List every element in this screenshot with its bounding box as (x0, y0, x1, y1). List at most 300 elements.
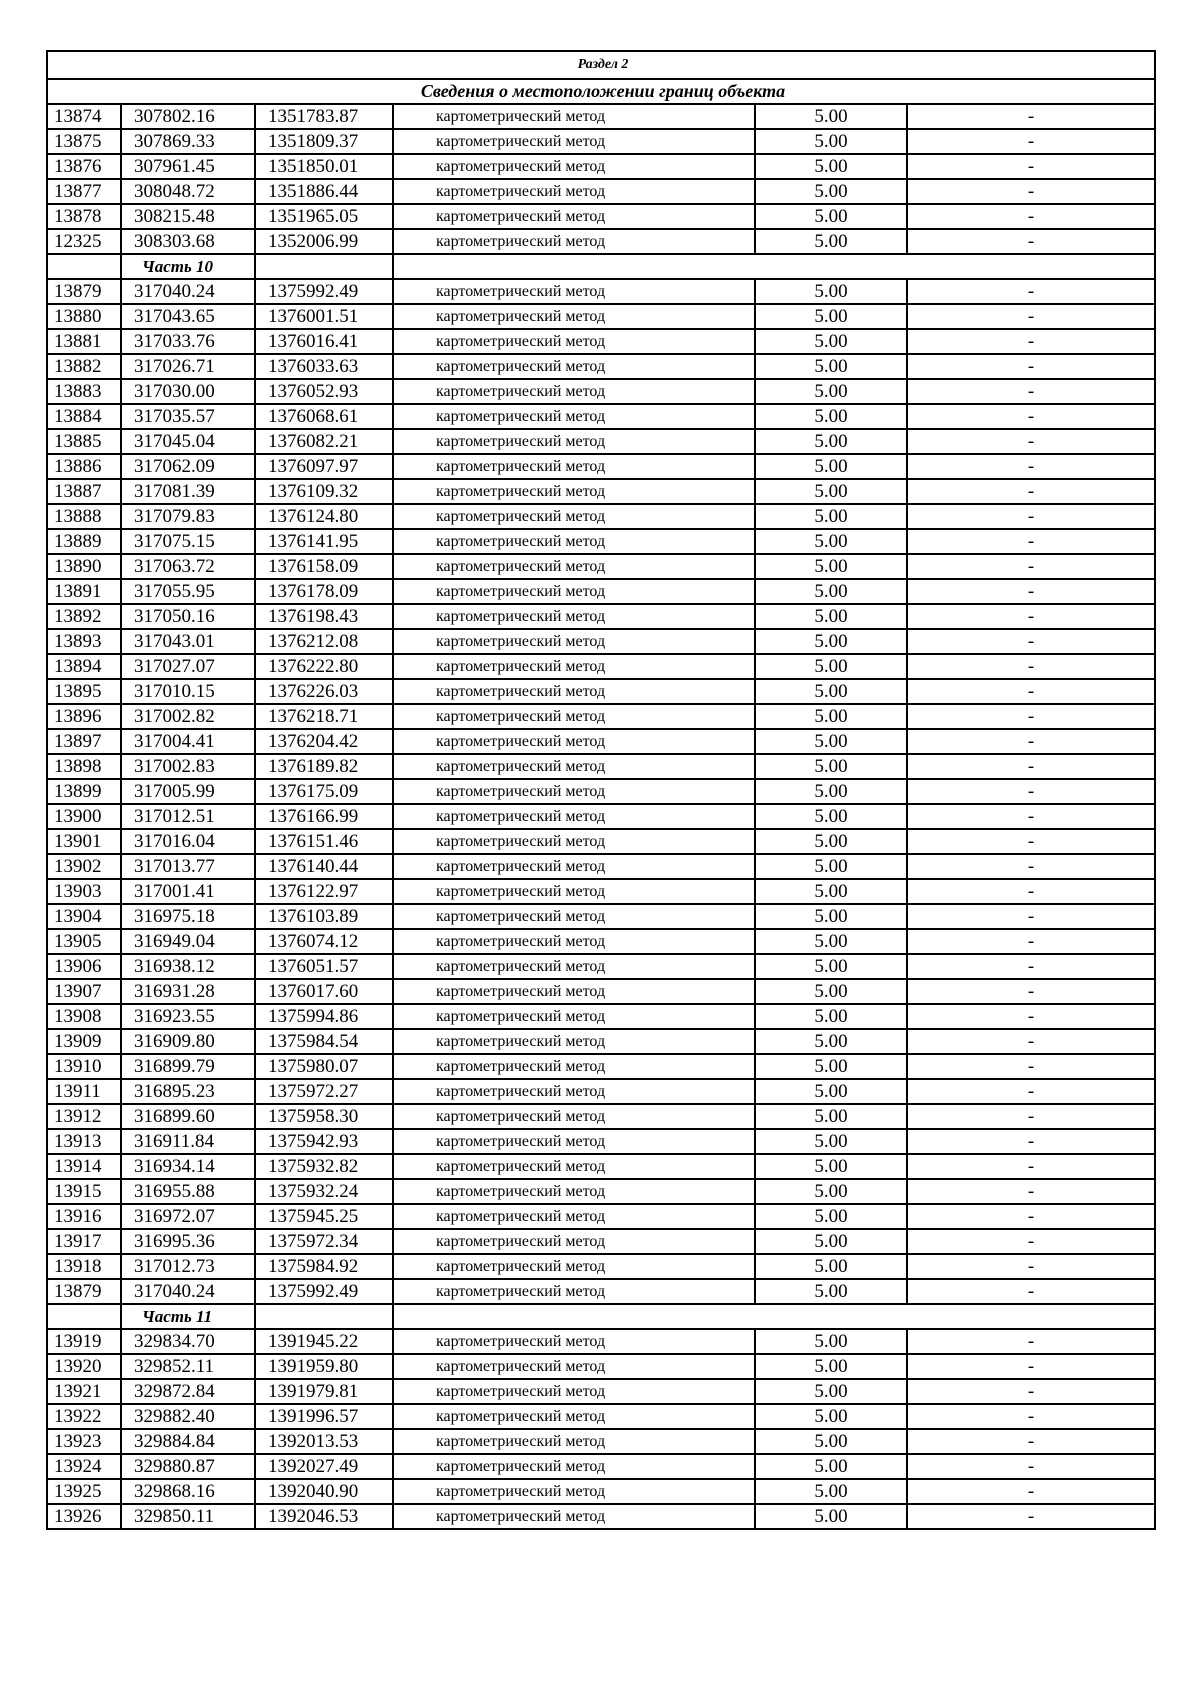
point-id-cell: 13894 (47, 654, 121, 679)
accuracy-cell: 5.00 (755, 129, 907, 154)
x-coordinate-cell: 317033.76 (121, 329, 255, 354)
point-id-cell: 13879 (47, 279, 121, 304)
x-coordinate-cell: 316895.23 (121, 1079, 255, 1104)
y-coordinate-cell: 1376218.71 (255, 704, 393, 729)
table-row (47, 129, 1155, 154)
note-cell: - (907, 1254, 1155, 1279)
y-coordinate-cell: 1375984.92 (255, 1254, 393, 1279)
table-row (47, 1404, 1155, 1429)
note-cell: - (907, 829, 1155, 854)
y-coordinate-cell: 1376103.89 (255, 904, 393, 929)
x-coordinate-cell: 316899.79 (121, 1054, 255, 1079)
note-cell: - (907, 1204, 1155, 1229)
method-cell: картометрический метод (393, 229, 755, 254)
point-id-cell: 13893 (47, 629, 121, 654)
x-coordinate-cell: 317043.01 (121, 629, 255, 654)
x-coordinate-cell: 308215.48 (121, 204, 255, 229)
note-cell: - (907, 154, 1155, 179)
method-cell: картометрический метод (393, 129, 755, 154)
table-row (47, 104, 1155, 129)
x-coordinate-cell: 317012.73 (121, 1254, 255, 1279)
accuracy-cell: 5.00 (755, 429, 907, 454)
accuracy-cell: 5.00 (755, 1379, 907, 1404)
table-row (47, 704, 1155, 729)
x-coordinate-cell: 329872.84 (121, 1379, 255, 1404)
note-cell: - (907, 204, 1155, 229)
table-row (47, 1204, 1155, 1229)
accuracy-cell: 5.00 (755, 929, 907, 954)
part-row (47, 254, 1155, 279)
note-cell: - (907, 1179, 1155, 1204)
section-header-row (47, 51, 1155, 79)
table-row (47, 1129, 1155, 1154)
accuracy-cell: 5.00 (755, 704, 907, 729)
note-cell: - (907, 104, 1155, 129)
method-cell: картометрический метод (393, 454, 755, 479)
accuracy-cell: 5.00 (755, 754, 907, 779)
accuracy-cell: 5.00 (755, 554, 907, 579)
method-cell: картометрический метод (393, 154, 755, 179)
note-cell: - (907, 1104, 1155, 1129)
point-id-cell: 13881 (47, 329, 121, 354)
method-cell: картометрический метод (393, 1329, 755, 1354)
method-cell: картометрический метод (393, 579, 755, 604)
x-coordinate-cell: 317030.00 (121, 379, 255, 404)
x-coordinate-cell: 317026.71 (121, 354, 255, 379)
table-row (47, 754, 1155, 779)
method-cell: картометрический метод (393, 279, 755, 304)
x-coordinate-cell: 329850.11 (121, 1504, 255, 1529)
boundary-coordinates-table (46, 50, 1156, 1530)
note-cell: - (907, 904, 1155, 929)
note-cell: - (907, 1429, 1155, 1454)
x-coordinate-cell: 317050.16 (121, 604, 255, 629)
note-cell: - (907, 1479, 1155, 1504)
method-cell: картометрический метод (393, 829, 755, 854)
table-row (47, 1229, 1155, 1254)
method-cell: картометрический метод (393, 429, 755, 454)
accuracy-cell: 5.00 (755, 1154, 907, 1179)
method-cell: картометрический метод (393, 979, 755, 1004)
accuracy-cell: 5.00 (755, 154, 907, 179)
point-id-cell: 13885 (47, 429, 121, 454)
y-coordinate-cell: 1375932.24 (255, 1179, 393, 1204)
y-coordinate-cell: 1392040.90 (255, 1479, 393, 1504)
accuracy-cell: 5.00 (755, 1129, 907, 1154)
table-row (47, 929, 1155, 954)
table-row (47, 204, 1155, 229)
x-coordinate-cell: 316931.28 (121, 979, 255, 1004)
x-coordinate-cell: 317075.15 (121, 529, 255, 554)
note-cell: - (907, 329, 1155, 354)
part-cell-empty (47, 1304, 121, 1329)
point-id-cell: 13889 (47, 529, 121, 554)
y-coordinate-cell: 1376016.41 (255, 329, 393, 354)
point-id-cell: 13909 (47, 1029, 121, 1054)
method-cell: картометрический метод (393, 629, 755, 654)
note-cell: - (907, 1229, 1155, 1254)
note-cell: - (907, 279, 1155, 304)
y-coordinate-cell: 1392013.53 (255, 1429, 393, 1454)
table-row (47, 154, 1155, 179)
note-cell: - (907, 1029, 1155, 1054)
point-id-cell: 13903 (47, 879, 121, 904)
part-cell-empty (393, 1304, 1155, 1329)
x-coordinate-cell: 329880.87 (121, 1454, 255, 1479)
x-coordinate-cell: 317016.04 (121, 829, 255, 854)
section-title: Раздел 2 (47, 51, 1155, 79)
point-id-cell: 13904 (47, 904, 121, 929)
point-id-cell: 13921 (47, 1379, 121, 1404)
x-coordinate-cell: 307869.33 (121, 129, 255, 154)
note-cell: - (907, 404, 1155, 429)
x-coordinate-cell: 317079.83 (121, 504, 255, 529)
method-cell: картометрический метод (393, 779, 755, 804)
method-cell: картометрический метод (393, 1354, 755, 1379)
y-coordinate-cell: 1375994.86 (255, 1004, 393, 1029)
accuracy-cell: 5.00 (755, 1104, 907, 1129)
accuracy-cell: 5.00 (755, 679, 907, 704)
method-cell: картометрический метод (393, 1279, 755, 1304)
accuracy-cell: 5.00 (755, 654, 907, 679)
accuracy-cell: 5.00 (755, 804, 907, 829)
table-row (47, 679, 1155, 704)
point-id-cell: 13918 (47, 1254, 121, 1279)
table-row (47, 879, 1155, 904)
y-coordinate-cell: 1351783.87 (255, 104, 393, 129)
note-cell: - (907, 1154, 1155, 1179)
x-coordinate-cell: 316899.60 (121, 1104, 255, 1129)
method-cell: картометрический метод (393, 1404, 755, 1429)
method-cell: картометрический метод (393, 1429, 755, 1454)
x-coordinate-cell: 329884.84 (121, 1429, 255, 1454)
point-id-cell: 13895 (47, 679, 121, 704)
accuracy-cell: 5.00 (755, 1204, 907, 1229)
note-cell: - (907, 1129, 1155, 1154)
method-cell: картометрический метод (393, 1154, 755, 1179)
x-coordinate-cell: 317010.15 (121, 679, 255, 704)
point-id-cell: 13901 (47, 829, 121, 854)
point-id-cell: 13916 (47, 1204, 121, 1229)
note-cell: - (907, 729, 1155, 754)
accuracy-cell: 5.00 (755, 479, 907, 504)
accuracy-cell: 5.00 (755, 1279, 907, 1304)
table-row (47, 454, 1155, 479)
method-cell: картометрический метод (393, 1104, 755, 1129)
note-cell: - (907, 1279, 1155, 1304)
x-coordinate-cell: 329868.16 (121, 1479, 255, 1504)
y-coordinate-cell: 1376189.82 (255, 754, 393, 779)
method-cell: картометрический метод (393, 1379, 755, 1404)
point-id-cell: 13883 (47, 379, 121, 404)
y-coordinate-cell: 1375992.49 (255, 1279, 393, 1304)
accuracy-cell: 5.00 (755, 204, 907, 229)
x-coordinate-cell: 317013.77 (121, 854, 255, 879)
method-cell: картометрический метод (393, 354, 755, 379)
point-id-cell: 13890 (47, 554, 121, 579)
method-cell: картометрический метод (393, 1229, 755, 1254)
table-row (47, 1154, 1155, 1179)
accuracy-cell: 5.00 (755, 879, 907, 904)
y-coordinate-cell: 1392046.53 (255, 1504, 393, 1529)
y-coordinate-cell: 1376178.09 (255, 579, 393, 604)
accuracy-cell: 5.00 (755, 954, 907, 979)
y-coordinate-cell: 1351850.01 (255, 154, 393, 179)
y-coordinate-cell: 1376151.46 (255, 829, 393, 854)
y-coordinate-cell: 1376212.08 (255, 629, 393, 654)
note-cell: - (907, 179, 1155, 204)
part-cell-empty (255, 254, 393, 279)
note-cell: - (907, 1329, 1155, 1354)
note-cell: - (907, 1404, 1155, 1429)
accuracy-cell: 5.00 (755, 604, 907, 629)
table-row (47, 1179, 1155, 1204)
table-row (47, 979, 1155, 1004)
accuracy-cell: 5.00 (755, 329, 907, 354)
point-id-cell: 13886 (47, 454, 121, 479)
point-id-cell: 13900 (47, 804, 121, 829)
method-cell: картометрический метод (393, 104, 755, 129)
y-coordinate-cell: 1375958.30 (255, 1104, 393, 1129)
note-cell: - (907, 879, 1155, 904)
point-id-cell: 13908 (47, 1004, 121, 1029)
x-coordinate-cell: 316955.88 (121, 1179, 255, 1204)
x-coordinate-cell: 317040.24 (121, 1279, 255, 1304)
y-coordinate-cell: 1376198.43 (255, 604, 393, 629)
method-cell: картометрический метод (393, 404, 755, 429)
point-id-cell: 13923 (47, 1429, 121, 1454)
y-coordinate-cell: 1376122.97 (255, 879, 393, 904)
y-coordinate-cell: 1376052.93 (255, 379, 393, 404)
y-coordinate-cell: 1351965.05 (255, 204, 393, 229)
point-id-cell: 13925 (47, 1479, 121, 1504)
point-id-cell: 13892 (47, 604, 121, 629)
point-id-cell: 13906 (47, 954, 121, 979)
x-coordinate-cell: 316934.14 (121, 1154, 255, 1179)
point-id-cell: 13920 (47, 1354, 121, 1379)
note-cell: - (907, 1079, 1155, 1104)
accuracy-cell: 5.00 (755, 1354, 907, 1379)
note-cell: - (907, 604, 1155, 629)
point-id-cell: 13882 (47, 354, 121, 379)
point-id-cell: 13905 (47, 929, 121, 954)
note-cell: - (907, 229, 1155, 254)
note-cell: - (907, 129, 1155, 154)
accuracy-cell: 5.00 (755, 1029, 907, 1054)
table-row (47, 229, 1155, 254)
y-coordinate-cell: 1376140.44 (255, 854, 393, 879)
point-id-cell: 13911 (47, 1079, 121, 1104)
y-coordinate-cell: 1375984.54 (255, 1029, 393, 1054)
accuracy-cell: 5.00 (755, 829, 907, 854)
method-cell: картометрический метод (393, 804, 755, 829)
y-coordinate-cell: 1376082.21 (255, 429, 393, 454)
point-id-cell: 13879 (47, 1279, 121, 1304)
accuracy-cell: 5.00 (755, 229, 907, 254)
y-coordinate-cell: 1391996.57 (255, 1404, 393, 1429)
point-id-cell: 13896 (47, 704, 121, 729)
point-id-cell: 13913 (47, 1129, 121, 1154)
method-cell: картометрический метод (393, 679, 755, 704)
point-id-cell: 13919 (47, 1329, 121, 1354)
table-row (47, 504, 1155, 529)
note-cell: - (907, 704, 1155, 729)
method-cell: картометрический метод (393, 704, 755, 729)
x-coordinate-cell: 317040.24 (121, 279, 255, 304)
x-coordinate-cell: 316949.04 (121, 929, 255, 954)
note-cell: - (907, 454, 1155, 479)
table-row (47, 1479, 1155, 1504)
method-cell: картометрический метод (393, 854, 755, 879)
table-row (47, 554, 1155, 579)
y-coordinate-cell: 1375992.49 (255, 279, 393, 304)
y-coordinate-cell: 1376033.63 (255, 354, 393, 379)
y-coordinate-cell: 1376222.80 (255, 654, 393, 679)
accuracy-cell: 5.00 (755, 904, 907, 929)
point-id-cell: 13924 (47, 1454, 121, 1479)
point-id-cell: 13888 (47, 504, 121, 529)
accuracy-cell: 5.00 (755, 1054, 907, 1079)
accuracy-cell: 5.00 (755, 529, 907, 554)
point-id-cell: 13912 (47, 1104, 121, 1129)
note-cell: - (907, 1454, 1155, 1479)
x-coordinate-cell: 317005.99 (121, 779, 255, 804)
accuracy-cell: 5.00 (755, 279, 907, 304)
note-cell: - (907, 504, 1155, 529)
accuracy-cell: 5.00 (755, 1079, 907, 1104)
accuracy-cell: 5.00 (755, 1429, 907, 1454)
method-cell: картометрический метод (393, 754, 755, 779)
y-coordinate-cell: 1376074.12 (255, 929, 393, 954)
table-row (47, 729, 1155, 754)
table-row (47, 1329, 1155, 1354)
note-cell: - (907, 354, 1155, 379)
method-cell: картометрический метод (393, 1504, 755, 1529)
part-row (47, 1304, 1155, 1329)
part-label: Часть 11 (121, 1304, 255, 1329)
table-row (47, 304, 1155, 329)
note-cell: - (907, 979, 1155, 1004)
point-id-cell: 13874 (47, 104, 121, 129)
table-row (47, 379, 1155, 404)
point-id-cell: 13887 (47, 479, 121, 504)
note-cell: - (907, 479, 1155, 504)
y-coordinate-cell: 1376141.95 (255, 529, 393, 554)
accuracy-cell: 5.00 (755, 304, 907, 329)
y-coordinate-cell: 1376109.32 (255, 479, 393, 504)
accuracy-cell: 5.00 (755, 1504, 907, 1529)
point-id-cell: 13926 (47, 1504, 121, 1529)
y-coordinate-cell: 1376051.57 (255, 954, 393, 979)
accuracy-cell: 5.00 (755, 1004, 907, 1029)
document-sheet (46, 50, 1154, 1530)
note-cell: - (907, 804, 1155, 829)
x-coordinate-cell: 316911.84 (121, 1129, 255, 1154)
section-subtitle: Сведения о местоположении границ объекта (47, 79, 1155, 104)
y-coordinate-cell: 1375972.27 (255, 1079, 393, 1104)
method-cell: картометрический метод (393, 1454, 755, 1479)
method-cell: картометрический метод (393, 504, 755, 529)
table-row (47, 579, 1155, 604)
table-row (47, 954, 1155, 979)
x-coordinate-cell: 317043.65 (121, 304, 255, 329)
y-coordinate-cell: 1391959.80 (255, 1354, 393, 1379)
note-cell: - (907, 679, 1155, 704)
point-id-cell: 13910 (47, 1054, 121, 1079)
method-cell: картометрический метод (393, 904, 755, 929)
accuracy-cell: 5.00 (755, 979, 907, 1004)
table-row (47, 429, 1155, 454)
y-coordinate-cell: 1376001.51 (255, 304, 393, 329)
method-cell: картометрический метод (393, 1054, 755, 1079)
table-row (47, 1254, 1155, 1279)
table-row (47, 1104, 1155, 1129)
y-coordinate-cell: 1375972.34 (255, 1229, 393, 1254)
x-coordinate-cell: 316972.07 (121, 1204, 255, 1229)
method-cell: картометрический метод (393, 379, 755, 404)
x-coordinate-cell: 317035.57 (121, 404, 255, 429)
accuracy-cell: 5.00 (755, 404, 907, 429)
x-coordinate-cell: 316975.18 (121, 904, 255, 929)
x-coordinate-cell: 308303.68 (121, 229, 255, 254)
accuracy-cell: 5.00 (755, 629, 907, 654)
note-cell: - (907, 1054, 1155, 1079)
x-coordinate-cell: 307961.45 (121, 154, 255, 179)
y-coordinate-cell: 1375945.25 (255, 1204, 393, 1229)
note-cell: - (907, 779, 1155, 804)
point-id-cell: 13884 (47, 404, 121, 429)
method-cell: картометрический метод (393, 1204, 755, 1229)
point-id-cell: 12325 (47, 229, 121, 254)
method-cell: картометрический метод (393, 204, 755, 229)
x-coordinate-cell: 317081.39 (121, 479, 255, 504)
method-cell: картометрический метод (393, 1004, 755, 1029)
point-id-cell: 13917 (47, 1229, 121, 1254)
point-id-cell: 13899 (47, 779, 121, 804)
method-cell: картометрический метод (393, 1129, 755, 1154)
method-cell: картометрический метод (393, 604, 755, 629)
point-id-cell: 13875 (47, 129, 121, 154)
method-cell: картометрический метод (393, 529, 755, 554)
accuracy-cell: 5.00 (755, 854, 907, 879)
note-cell: - (907, 954, 1155, 979)
y-coordinate-cell: 1376204.42 (255, 729, 393, 754)
x-coordinate-cell: 317004.41 (121, 729, 255, 754)
table-row (47, 1079, 1155, 1104)
note-cell: - (907, 929, 1155, 954)
accuracy-cell: 5.00 (755, 104, 907, 129)
accuracy-cell: 5.00 (755, 729, 907, 754)
accuracy-cell: 5.00 (755, 1254, 907, 1279)
table-row (47, 829, 1155, 854)
x-coordinate-cell: 317055.95 (121, 579, 255, 604)
x-coordinate-cell: 317002.83 (121, 754, 255, 779)
part-cell-empty (47, 254, 121, 279)
x-coordinate-cell: 329852.11 (121, 1354, 255, 1379)
x-coordinate-cell: 329834.70 (121, 1329, 255, 1354)
table-row (47, 904, 1155, 929)
table-row (47, 854, 1155, 879)
method-cell: картометрический метод (393, 1079, 755, 1104)
accuracy-cell: 5.00 (755, 379, 907, 404)
table-row (47, 1054, 1155, 1079)
accuracy-cell: 5.00 (755, 779, 907, 804)
accuracy-cell: 5.00 (755, 454, 907, 479)
x-coordinate-cell: 308048.72 (121, 179, 255, 204)
section-subtitle-row (47, 79, 1155, 104)
method-cell: картометрический метод (393, 654, 755, 679)
y-coordinate-cell: 1376226.03 (255, 679, 393, 704)
